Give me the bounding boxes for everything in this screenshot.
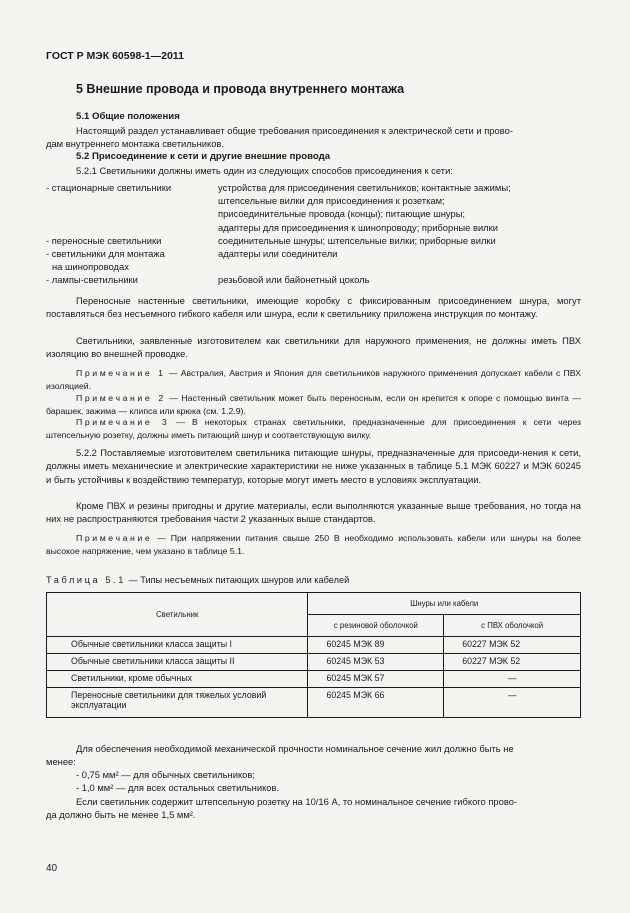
note-3: Примечание 3 — В некоторых странах светильники, предназначенные для присоединения к сети через штепсельную розетку, должны иметь питающий шнур и соответствующую вилку. (46, 417, 581, 440)
conn-left-0: - стационарные светильники (46, 182, 172, 193)
conn-left-4: - переносные светильники (46, 235, 162, 246)
col-header-pvc: с ПВХ оболочкой (444, 615, 581, 637)
section-item-1: - 0,75 мм² — для обычных светильников; (76, 769, 255, 780)
row-pvc: — (444, 671, 581, 688)
cable-types-table (46, 592, 581, 718)
conn-right-1: штепсельные вилки для присоединения к розеткам; (218, 195, 445, 206)
socket-line2: да должно быть не менее 1,5 мм². (46, 809, 196, 820)
table-row (47, 688, 581, 718)
col-header-group: Шнуры или кабели (308, 593, 581, 615)
row-rubber: 60245 МЭК 89 (308, 637, 444, 654)
table-row (47, 637, 581, 654)
conn-right-4: соединительные шнуры; штепсельные вилки; приборные вилки (218, 235, 496, 246)
table-row (47, 654, 581, 671)
s522-paragraph: 5.2.2 Поставляемые изготовителем светильника питающие шнуры, предназначенные для присоеди-нения к сети, должны иметь механические и электрические характеристики не ниже указанных в таблице 5.1 МЭК 60227 и МЭК 60245 и быть устойчивы к воздействию температур, которые могут иметь место в условиях эксплуатации. (46, 447, 581, 485)
row-name: Переносные светильники для тяжелых условий эксплуатации (47, 688, 308, 718)
strength-line1: Для обеспечения необходимой механической прочности номинальное сечение жил должно быть не (76, 743, 514, 754)
note-1: Примечание 1 — Австралия, Австрия и Япония для светильников наружного применения допускает кабели с ПВХ изоляцией. (46, 368, 581, 391)
col-header-rubber: с резиновой оболочкой (308, 615, 444, 637)
conn-left-7: - лампы-светильники (46, 274, 138, 285)
row-name: Обычные светильники класса защиты I (47, 637, 308, 654)
socket-line1: Если светильник содержит штепсельную розетку на 10/16 А, то номинальное сечение гибкого прово- (76, 796, 518, 807)
conn-left-5: - светильники для монтажа (46, 248, 165, 259)
conn-right-0: устройства для присоединения светильников; контактные зажимы; (218, 182, 511, 193)
page-number: 40 (46, 863, 58, 874)
subsection-5-1-title: 5.1 Общие положения (76, 111, 180, 122)
table-row (47, 671, 581, 688)
col-header-luminaire: Светильник (47, 593, 308, 637)
subsection-5-2-title: 5.2 Присоединение к сети и другие внешние провода (76, 151, 331, 162)
row-pvc: — (444, 688, 581, 718)
row-rubber: 60245 МЭК 66 (308, 688, 444, 718)
section-title: 5 Внешние провода и провода внутреннего монтажа (76, 82, 405, 96)
document-id: ГОСТ Р МЭК 60598-1—2011 (46, 50, 184, 62)
row-rubber: 60245 МЭК 57 (308, 671, 444, 688)
note-2: Примечание 2 — Настенный светильник может быть переносным, если он крепится к опоре с помощью винта — барашек, зажима — клипса или крюка (см. 1.2.9). (46, 393, 581, 416)
s521-text: 5.2.1 Светильники должны иметь один из следующих способов присоединения к сети: (76, 165, 453, 176)
conn-right-5: адаптеры или соединители (218, 248, 338, 259)
row-pvc: 60227 МЭК 52 (444, 654, 581, 671)
row-pvc: 60227 МЭК 52 (444, 637, 581, 654)
section-item-2: - 1,0 мм² — для всех остальных светильников. (76, 782, 280, 793)
note-4: Примечание — При напряжении питания свыше 250 В необходимо использовать кабели или шнуры на более высокое напряжение, чем указано в таблице 5.1. (46, 533, 581, 556)
conn-left-6: на шинопроводах (52, 261, 129, 272)
outdoor-paragraph: Светильники, заявленные изготовителем как светильники для наружного применения, не должны иметь ПВХ изоляцию во внешней проводке. (46, 335, 581, 360)
conn-right-2: присоединительные провода (концы); питающие шнуры; (218, 208, 466, 219)
row-rubber: 60245 МЭК 53 (308, 654, 444, 671)
strength-line2: менее: (46, 756, 76, 767)
portable-paragraph: Переносные настенные светильники, имеющие коробку с фиксированным присоединением шнура, могут поставляться без несъемного гибкого кабеля или шнура, если к светильнику приложена инструкция по монтажу. (46, 295, 581, 320)
table-caption: Таблица 5.1 — Типы несъемных питающих шнуров или кабелей (46, 575, 350, 585)
conn-right-3: адаптеры для присоединения к шинопроводу; приборные вилки (218, 222, 498, 233)
s51-text-line1: Настоящий раздел устанавливает общие требования присоединения к электрической сети и прово- (76, 125, 513, 136)
s51-text-line2: дам внутреннего монтажа светильников. (46, 138, 225, 149)
pvc-paragraph: Кроме ПВХ и резины пригодны и другие материалы, если выполняются указанные выше требования, но тогда на них не распространяются требования части 2 указанных выше стандартов. (46, 500, 581, 525)
row-name: Обычные светильники класса защиты II (47, 654, 308, 671)
row-name: Светильники, кроме обычных (47, 671, 308, 688)
conn-right-7: резьбовой или байонетный цоколь (218, 274, 370, 285)
